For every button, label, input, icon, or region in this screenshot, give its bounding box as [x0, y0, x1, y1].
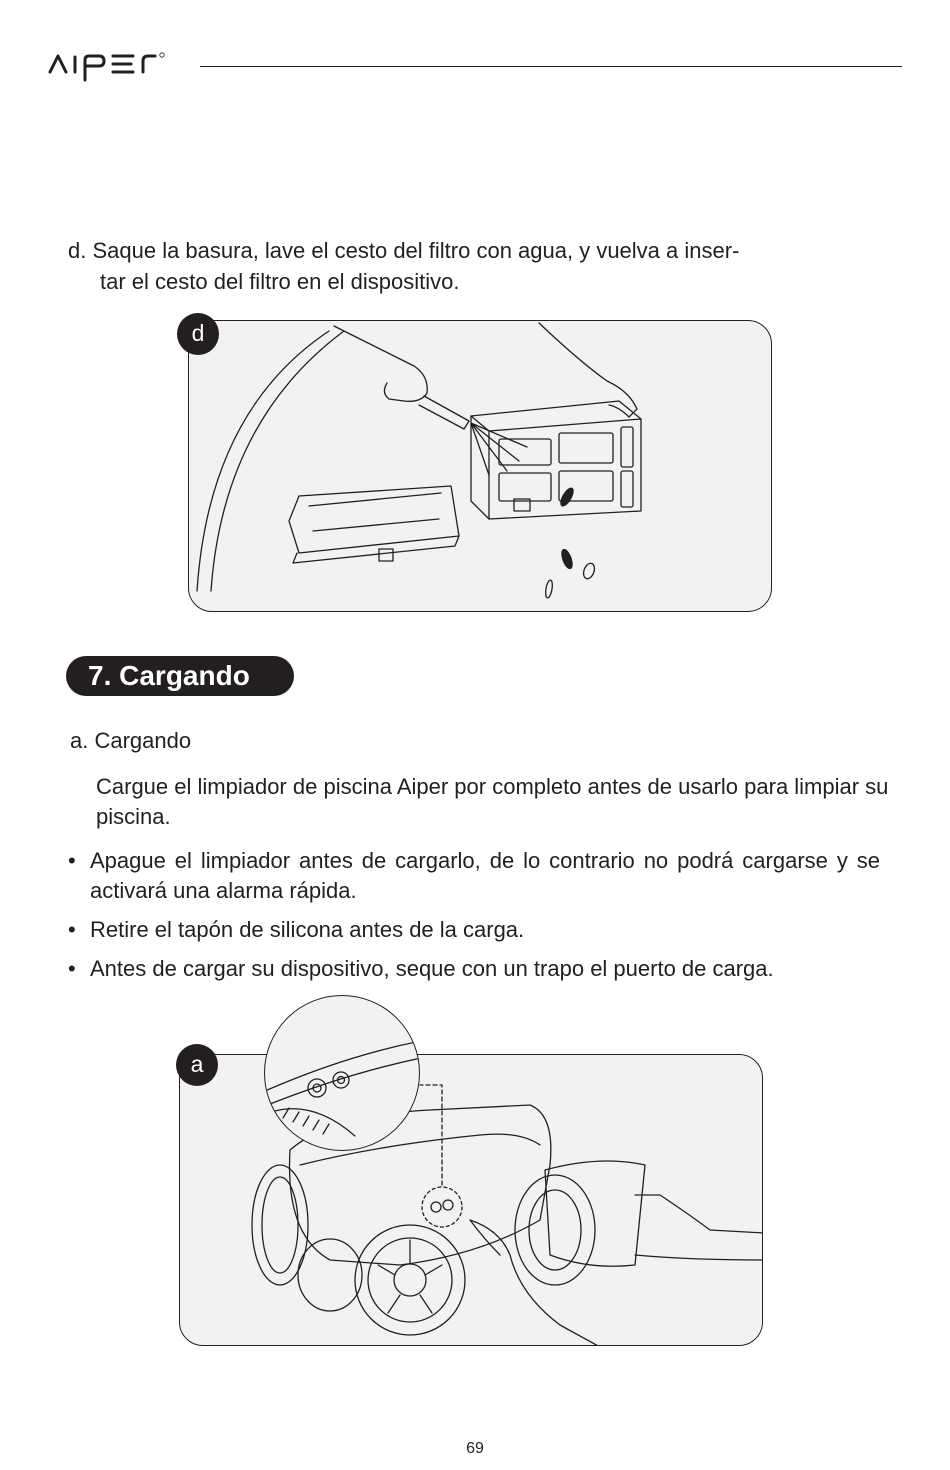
figure-a-badge: a [176, 1044, 218, 1086]
charging-paragraph: Cargue el limpiador de piscina Aiper por completo antes de usarlo para limpiar su piscina. [96, 774, 889, 829]
list-item: • Antes de cargar su dispositivo, seque con un trapo el puerto de carga. [68, 954, 880, 984]
subsection-heading: a. Cargando [70, 728, 192, 753]
step-d-line-1: d. Saque la basura, lave el cesto del filtro con agua, y vuelva a inser- [68, 238, 740, 263]
step-d-instruction [68, 235, 898, 297]
section-title: 7. Cargando [66, 656, 294, 696]
list-item: • Retire el tapón de silicona antes de la carga. [68, 915, 880, 945]
step-d-line-2: tar el cesto del filtro en el dispositivo. [100, 269, 460, 294]
filter-basket-illustration [188, 320, 772, 612]
list-item: • Apague el limpiador antes de cargarlo, de lo contrario no podrá cargarse y se activará una alarma rápida. [68, 846, 880, 906]
robot-charging-illustration [179, 1054, 763, 1346]
header-rule [200, 66, 902, 67]
charging-port-zoom-inset [264, 995, 420, 1151]
figure-d-badge: d [177, 313, 219, 355]
aiper-logo [47, 48, 187, 88]
page-number: 69 [466, 1440, 484, 1457]
charging-bullet-list [68, 846, 880, 993]
